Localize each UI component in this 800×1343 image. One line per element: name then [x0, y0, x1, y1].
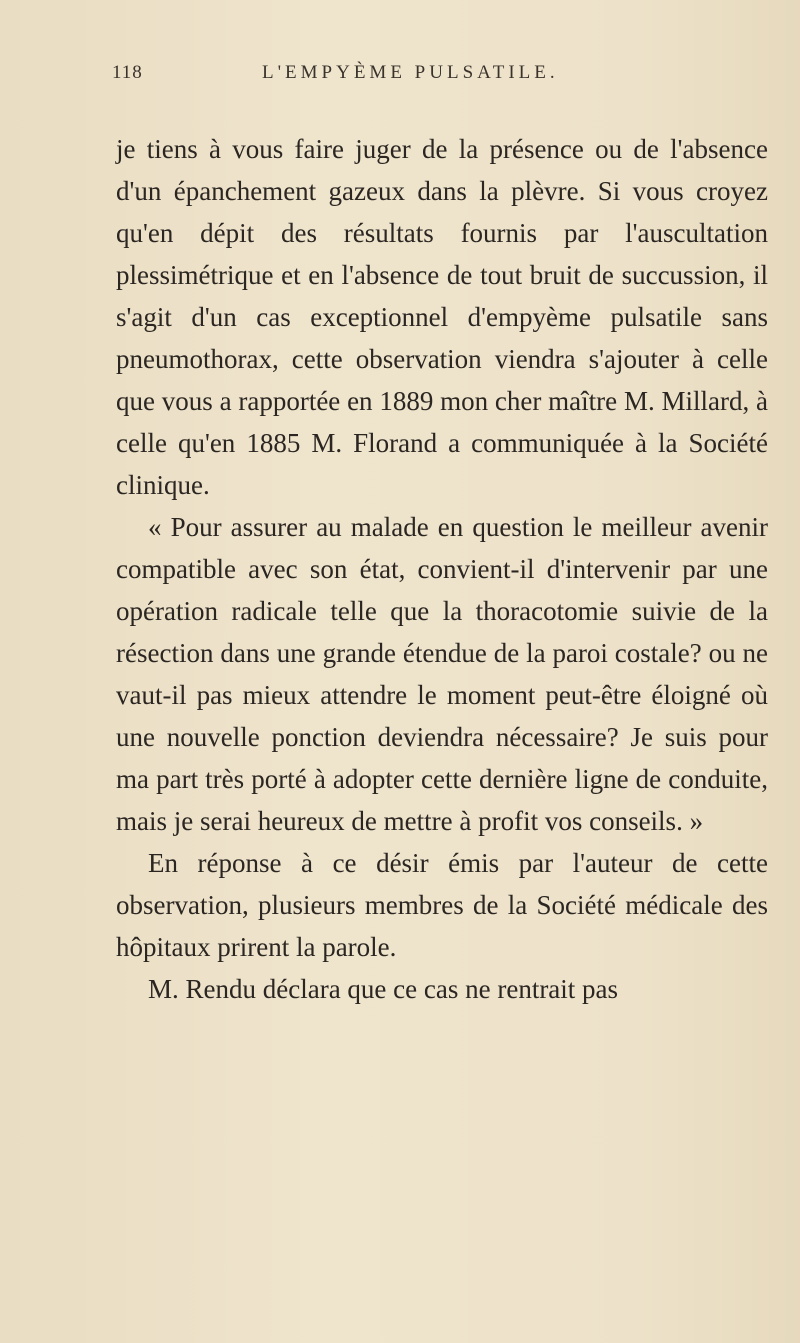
page-number: 118	[112, 62, 143, 83]
paragraph-continuation: je tiens à vous faire juger de la présence ou de l'absence d'un épanchement gazeux dans la plèvre. Si vous croyez qu'en dépit des résultats fournis par l'auscultation plessimétrique et en l'absence de tout bruit de succussion, il s'agit d'un cas exceptionnel d'empyème pulsatile sans pneumothorax, cette observation viendra s'ajouter à celle que vous a rapportée en 1889 mon cher maître M. Millard, à celle qu'en 1885 M. Florand a communiquée à la Société clinique.	[116, 134, 768, 500]
page-header	[112, 62, 764, 92]
paragraph-response: En réponse à ce désir émis par l'auteur de cette observation, plusieurs membres de la Société médicale des hôpitaux prirent la parole.	[116, 848, 768, 962]
paragraph-rendu: M. Rendu déclara que ce cas ne rentrait pas	[148, 974, 619, 1004]
running-title: L'EMPYÈME PULSATILE.	[262, 62, 559, 83]
body-text	[116, 128, 768, 1010]
paragraph-quote: « Pour assurer au malade en question le meilleur avenir compatible avec son état, convient-il d'intervenir par une opération radicale telle que la thoracotomie suivie de la résection dans une grande étendue de la paroi costale? ou ne vaut-il pas mieux attendre le moment peut-être éloigné où une nouvelle ponction deviendra nécessaire? Je suis pour ma part très porté à adopter cette dernière ligne de conduite, mais je serai heureux de mettre à profit vos conseils. »	[116, 512, 768, 836]
